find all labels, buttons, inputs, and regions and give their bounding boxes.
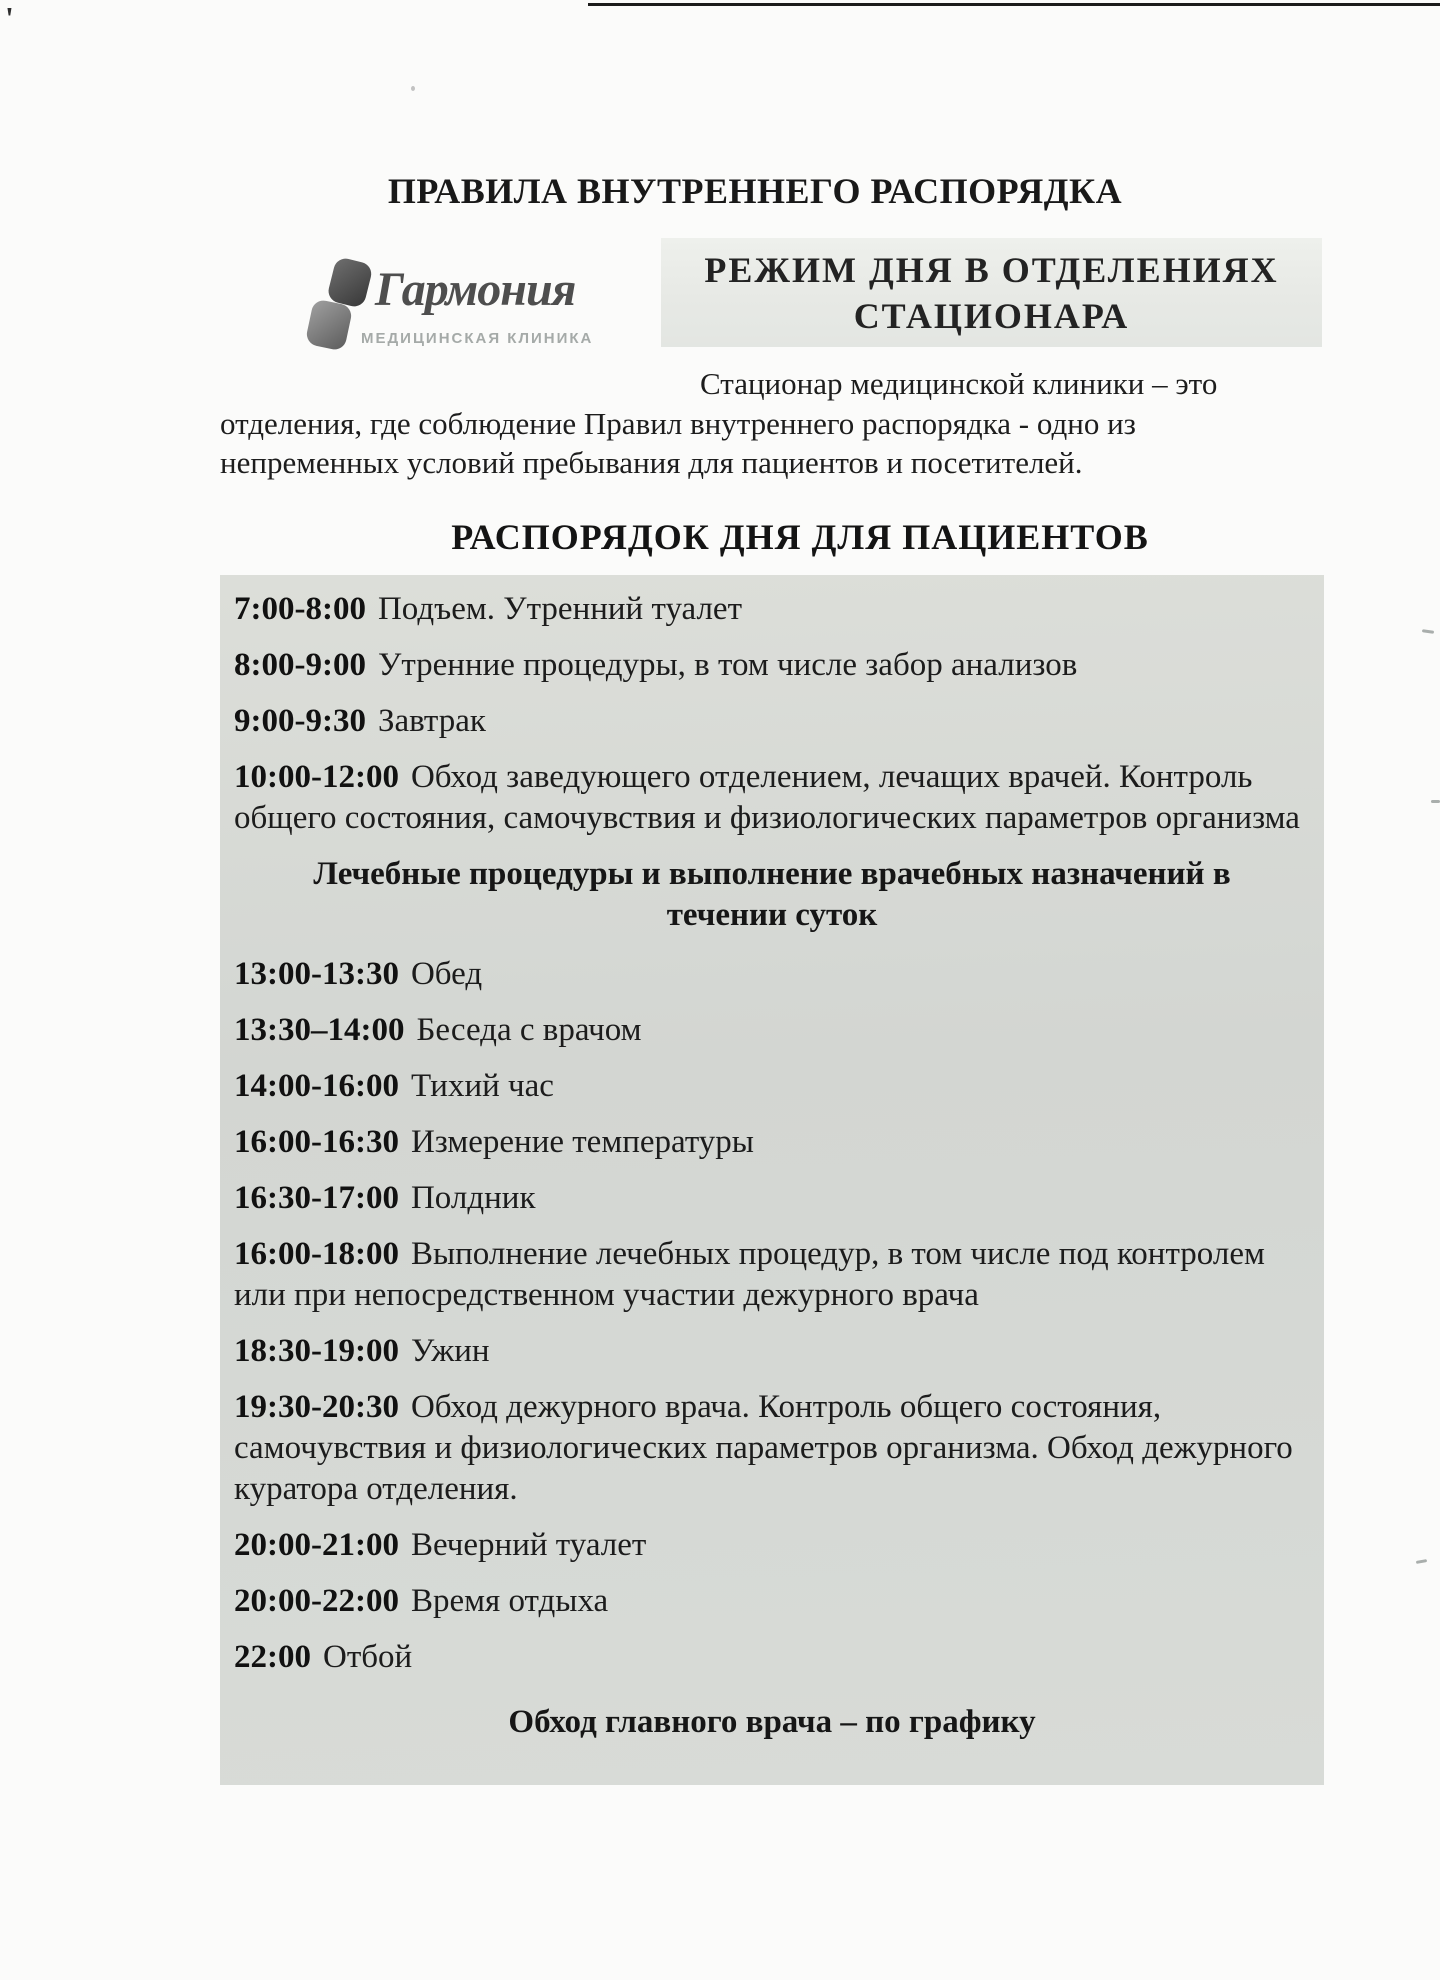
- regime-line-1: РЕЖИМ ДНЯ В ОТДЕЛЕНИЯХ: [704, 250, 1279, 290]
- scan-speck: [411, 86, 415, 91]
- schedule-row: [234, 954, 1310, 995]
- schedule-footer-note: Обход главного врача – по графику: [508, 1704, 1036, 1740]
- schedule-row: [234, 589, 1310, 630]
- scan-dash-mark: [1416, 1559, 1427, 1564]
- schedule-row: [234, 1010, 1310, 1051]
- schedule-time: 20:00-22:00: [234, 1583, 399, 1619]
- schedule-activity: Выполнение лечебных процедур, в том числе под контролем или при непосредственном участии дежурного врача: [234, 1236, 1265, 1313]
- schedule-activity: Ужин: [410, 1333, 490, 1369]
- schedule-block: [220, 575, 1324, 1785]
- schedule-time: 20:00-21:00: [234, 1527, 399, 1563]
- schedule-time: 22:00: [234, 1639, 311, 1675]
- schedule-activity: Полдник: [410, 1180, 536, 1216]
- schedule-activity: Подъем. Утренний туалет: [377, 591, 742, 627]
- schedule-time: 7:00-8:00: [234, 591, 366, 627]
- schedule-row: [234, 1122, 1310, 1163]
- schedule-time: 16:00-18:00: [234, 1236, 399, 1272]
- schedule-time: 16:00-16:30: [234, 1124, 399, 1160]
- schedule-row: [234, 1178, 1310, 1219]
- schedule-row: [234, 1066, 1310, 1107]
- schedule-time: 13:30–14:00: [234, 1012, 405, 1048]
- intro-line-3: непременных условий пребывания для пациентов и посетителей.: [220, 445, 1083, 480]
- schedule-row: [234, 1331, 1310, 1372]
- schedule-row: [234, 1387, 1310, 1510]
- schedule-activity: Утренние процедуры, в том числе забор анализов: [377, 647, 1078, 683]
- page-title: ПРАВИЛА ВНУТРЕННЕГО РАСПОРЯДКА: [387, 171, 1123, 211]
- regime-header-box: [661, 238, 1322, 347]
- schedule-activity: Обед: [410, 956, 483, 992]
- schedule-time: 14:00-16:00: [234, 1068, 399, 1104]
- schedule-row: [234, 757, 1310, 839]
- scan-dash-mark: [1422, 629, 1434, 634]
- schedule-row: [234, 645, 1310, 686]
- scan-apostrophe-mark: ': [5, 0, 14, 36]
- schedule-activity: Беседа с врачом: [416, 1012, 642, 1048]
- regime-line-2: СТАЦИОНАРА: [853, 296, 1130, 336]
- scan-dash-mark: [1431, 800, 1440, 803]
- logo-tagline: МЕДИЦИНСКАЯ КЛИНИКА: [361, 330, 594, 347]
- schedule-row: [234, 1525, 1310, 1566]
- schedule-activity: Обход дежурного врача. Контроль общего состояния, самочувствия и физиологических параметров организма. Обход дежурного куратора отделения.: [234, 1389, 1293, 1507]
- schedule-time: 16:30-17:00: [234, 1180, 399, 1216]
- schedule-time: 8:00-9:00: [234, 647, 366, 683]
- intro-line-2: отделения, где соблюдение Правил внутреннего распорядка - одно из: [220, 405, 1136, 441]
- schedule-row: [234, 1581, 1310, 1622]
- schedule-row: [234, 1234, 1310, 1316]
- schedule-row: [234, 701, 1310, 742]
- schedule-activity: Обход заведующего отделением, лечащих врачей. Контроль общего состояния, самочувствия и физиологических параметров организма: [234, 759, 1300, 836]
- scan-top-edge-line: [588, 3, 1440, 6]
- schedule-activity: Вечерний туалет: [410, 1527, 647, 1563]
- schedule-activity: Тихий час: [410, 1068, 554, 1104]
- schedule-activity: Завтрак: [377, 703, 486, 739]
- logo-name: Гармония: [375, 263, 576, 316]
- schedule-activity: Измерение температуры: [410, 1124, 754, 1160]
- schedule-activity: Отбой: [323, 1639, 413, 1675]
- schedule-time: 10:00-12:00: [234, 759, 399, 795]
- schedule-activity: Время отдыха: [410, 1583, 609, 1619]
- intro-paragraph: [220, 364, 1320, 483]
- schedule-time: 9:00-9:30: [234, 703, 366, 739]
- schedule-time: 18:30-19:00: [234, 1333, 399, 1369]
- schedule-row: [234, 1637, 1310, 1678]
- schedule-time: 19:30-20:30: [234, 1389, 399, 1425]
- intro-line-1: Стационар медицинской клиники – это: [700, 366, 1218, 401]
- schedule-time: 13:00-13:30: [234, 956, 399, 992]
- clinic-logo: [305, 256, 655, 360]
- schedule-title: РАСПОРЯДОК ДНЯ ДЛЯ ПАЦИЕНТОВ: [451, 517, 1149, 557]
- mid-section-heading: Лечебные процедуры и выполнение врачебных назначений в течении суток: [313, 856, 1231, 933]
